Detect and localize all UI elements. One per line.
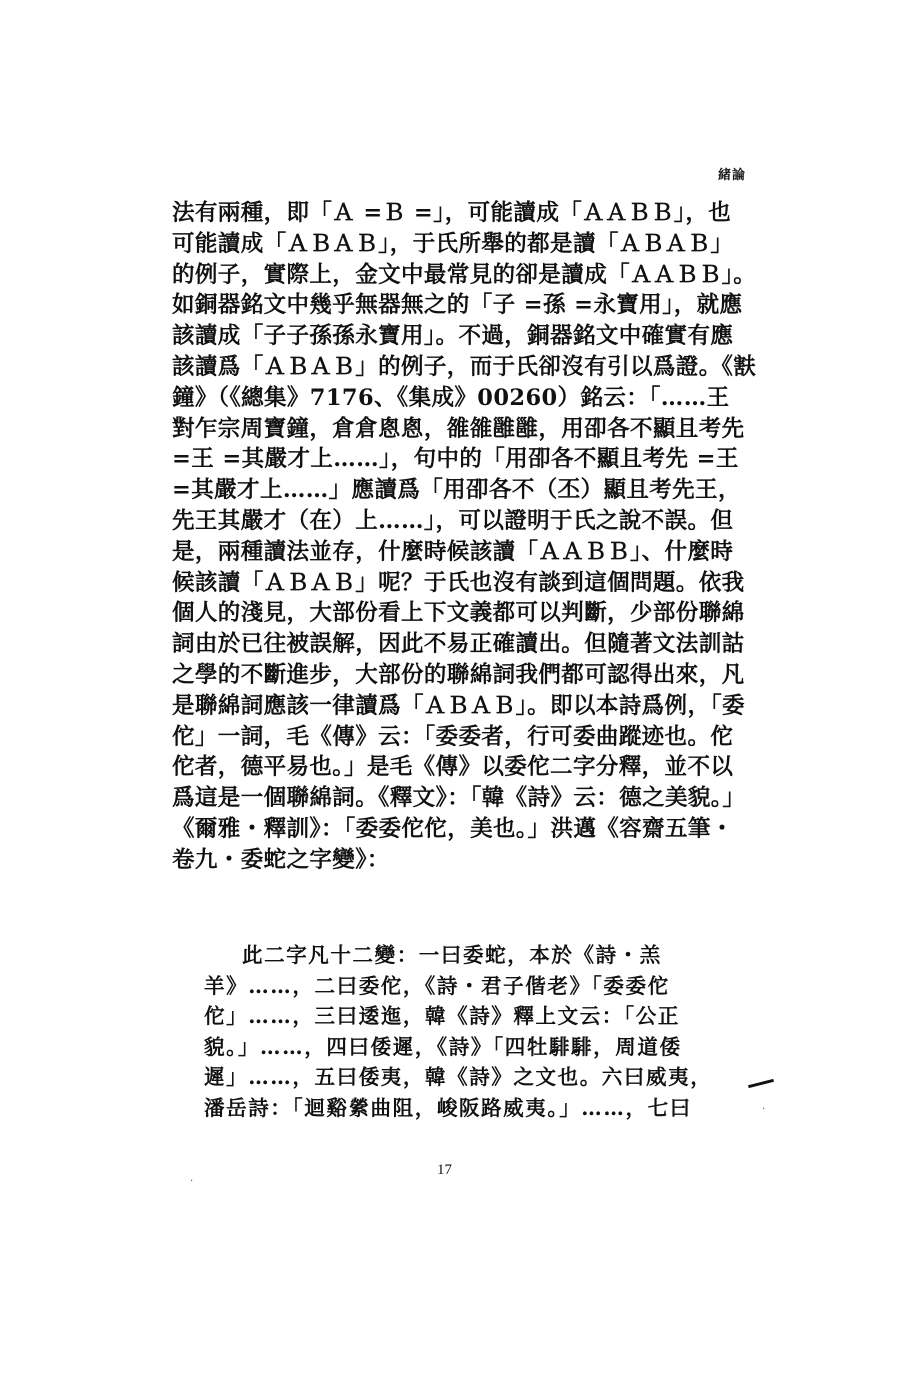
scan-speck: · xyxy=(190,1176,194,1187)
quote-line: 貌。」……，四曰倭遲，《詩》「四牡騑騑，周道倭 xyxy=(204,1034,682,1059)
body-line: 法有兩種，即「Ａ =Ｂ =」，可能讀成「ＡＡＢＢ」，也 xyxy=(172,200,732,226)
quote-line: 遲」……，五曰倭夷，韓《詩》之文也。六曰威夷， xyxy=(204,1065,713,1089)
quote-line: 潘岳詩：「迴谿縈曲阻，峻阪路威夷。」……，七曰 xyxy=(204,1095,692,1120)
body-line: 之學的不斷進步，大部份的聯綿詞我們都可認得出來，凡 xyxy=(172,661,745,688)
body-line: 可能讀成「ＡＢＡＢ」，于氏所舉的都是讀「ＡＢＡＢ」 xyxy=(172,230,734,257)
scan-speck: · xyxy=(762,1104,766,1115)
body-text xyxy=(172,198,757,876)
running-head: 緒論 xyxy=(718,168,747,183)
body-line: 爲這是一個聯綿詞。《釋文》：「韓《詩》云：德之美貌。」 xyxy=(172,785,746,812)
margin-ink-mark xyxy=(748,1079,774,1088)
quote-line: 羊》……，二曰委佗，《詩・君子偕老》「委委佗 xyxy=(204,973,670,998)
body-line: =王 =其嚴才上……」，句中的「用卲各不顯且考先 =王 xyxy=(172,446,739,473)
body-line: 該讀成「子子孫孫永寶用」。不過，銅器銘文中確實有應 xyxy=(172,323,734,350)
body-line: 候該讀「ＡＢＡＢ」呢？于氏也沒有談到這個問題。依我 xyxy=(172,569,745,596)
body-line: 對乍宗周寶鐘，倉倉悤悤，雒雒雝雝，用卲各不顯且考先 xyxy=(172,415,745,442)
body-line: 佗者，德平易也。」是毛《傳》以委佗二字分釋，並不以 xyxy=(172,754,734,781)
page-number: 17 xyxy=(437,1162,452,1178)
body-line: 卷九・委蛇之字變》： xyxy=(172,846,390,873)
body-line: 如銅器銘文中幾乎無器無之的「子 =孫 =永寶用」，就應 xyxy=(172,292,743,319)
quote-line: 此二字凡十二變：一曰委蛇，本於《詩・羔 xyxy=(242,943,662,967)
block-quote xyxy=(204,940,744,1123)
body-line: 鐘》（《總集》7176、《集成》00260）銘云：「……王 xyxy=(172,384,730,411)
quote-line: 佗」……，三曰逶迤，韓《詩》釋上文云：「公正 xyxy=(204,1004,680,1028)
body-line: 先王其嚴才（在）上……」，可以證明于氏之說不誤。但 xyxy=(172,507,734,534)
body-line: 《爾雅・釋訓》：「委委佗佗，美也。」洪邁《容齋五筆・ xyxy=(172,815,734,842)
body-line: 個人的淺見，大部份看上下文義都可以判斷，少部份聯綿 xyxy=(172,600,745,627)
body-line: 該讀爲「ＡＢＡＢ」的例子，而于氏卻沒有引以爲證。《㝬 xyxy=(172,353,757,380)
body-line: 佗」一詞，毛《傳》云：「委委者，行可委曲蹤迹也。佗 xyxy=(172,723,734,750)
body-line: =其嚴才上……」應讀爲「用卲各不（丕）顯且考先王， xyxy=(172,477,741,504)
body-line: 的例子，實際上，金文中最常見的卻是讀成「ＡＡＢＢ」。 xyxy=(172,261,757,288)
body-line: 是，兩種讀法並存，什麼時候該讀「ＡＡＢＢ」、什麼時 xyxy=(172,538,734,565)
body-line: 詞由於已往被誤解，因此不易正確讀出。但隨著文法訓詁 xyxy=(172,631,745,658)
body-line: 是聯綿詞應該一律讀爲「ＡＢＡＢ」。即以本詩爲例，「委 xyxy=(172,692,745,719)
